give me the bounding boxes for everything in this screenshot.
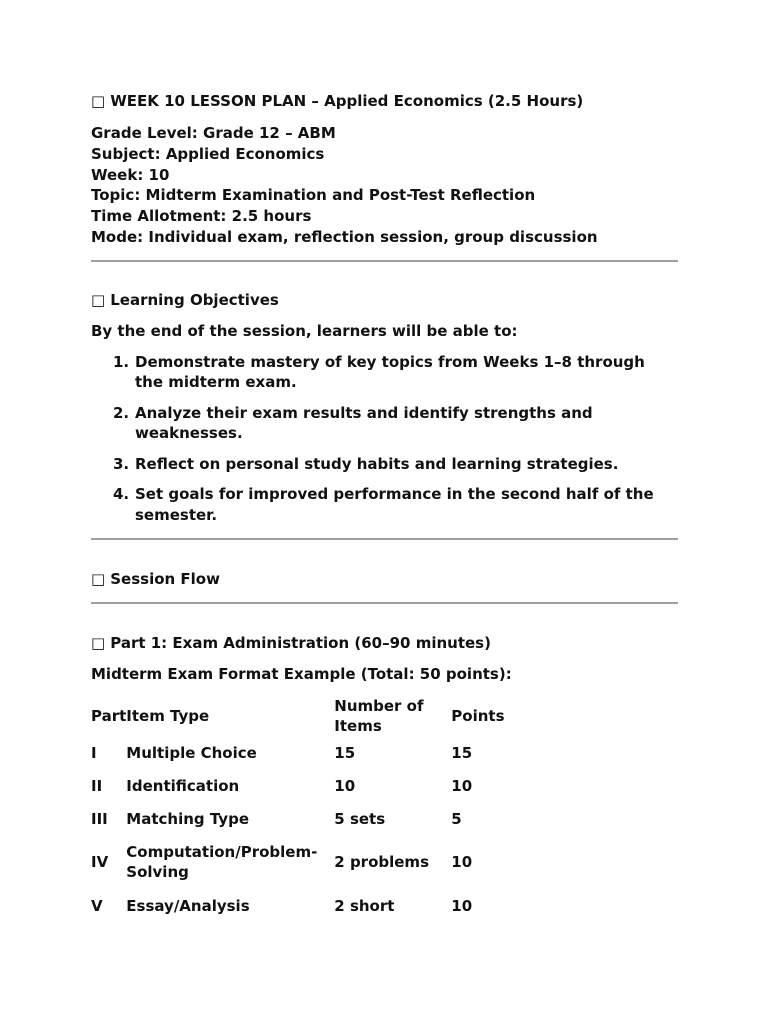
session-flow-heading — [91, 569, 678, 589]
objective-item — [91, 484, 678, 525]
objectives-icon: □ — [91, 290, 106, 309]
cell-item-type: Computation/Problem-Solving — [126, 843, 318, 882]
objective-number: 4. — [113, 485, 130, 504]
exam-format-table — [91, 696, 505, 922]
objective-text: Reflect on personal study habits and learning strategies. — [135, 454, 619, 473]
part1-heading — [91, 633, 678, 653]
cell-item-type: Matching Type — [126, 809, 249, 828]
cell-item-type: Multiple Choice — [126, 743, 257, 762]
objectives-heading-text: Learning Objectives — [110, 290, 279, 309]
cell-number-of-items: 5 sets — [334, 809, 386, 828]
title-icon: □ — [91, 92, 106, 110]
cell-item-type: Identification — [126, 776, 240, 795]
meta-topic: Topic: Midterm Examination and Post-Test Reflection — [91, 186, 536, 205]
meta-mode: Mode: Individual exam, reflection session, group discussion — [91, 227, 598, 246]
cell-part: V — [91, 896, 103, 915]
objective-number: 1. — [113, 352, 130, 371]
objective-item — [91, 403, 678, 444]
header-part: Part — [91, 707, 127, 726]
meta-week: Week: 10 — [91, 165, 170, 184]
part1-heading-text: Part 1: Exam Administration (60–90 minutes) — [110, 634, 491, 653]
cell-part: IV — [91, 853, 109, 872]
meta-subject: Subject: Applied Economics — [91, 144, 325, 163]
session-flow-icon: □ — [91, 570, 106, 589]
session-flow-heading-text: Session Flow — [110, 570, 220, 589]
table-header-row — [91, 696, 505, 736]
cell-number-of-items: 10 — [334, 776, 356, 795]
header-points: Points — [451, 707, 505, 726]
cell-part: I — [91, 743, 97, 762]
table-row — [91, 736, 505, 769]
meta-grade-level: Grade Level: Grade 12 – ABM — [91, 124, 336, 142]
cell-number-of-items: 2 problems — [334, 853, 429, 872]
objective-number: 3. — [113, 454, 130, 473]
lesson-plan-title — [91, 91, 678, 111]
objective-text: Analyze their exam results and identify strengths and weaknesses. — [135, 403, 593, 443]
cell-number-of-items: 2 short — [334, 896, 395, 915]
table-row — [91, 889, 505, 922]
table-row — [91, 769, 505, 802]
document-content — [91, 91, 678, 922]
cell-part: III — [91, 809, 108, 828]
divider — [91, 260, 678, 262]
objective-item — [91, 454, 678, 475]
objectives-heading — [91, 290, 678, 310]
cell-points: 10 — [451, 776, 473, 795]
part1-icon: □ — [91, 634, 106, 653]
cell-part: II — [91, 776, 103, 795]
objective-item — [91, 352, 678, 393]
cell-points: 10 — [451, 896, 473, 915]
objective-number: 2. — [113, 403, 130, 422]
header-number-of-items: Number of Items — [334, 697, 424, 736]
objectives-list — [91, 352, 678, 526]
cell-points: 15 — [451, 743, 473, 762]
objective-text: Set goals for improved performance in the second half of the semester. — [135, 485, 654, 524]
exam-format-label: Midterm Exam Format Example (Total: 50 points): — [91, 665, 512, 684]
objectives-intro: By the end of the session, learners will be able to: — [91, 321, 518, 340]
divider — [91, 538, 678, 540]
title-text: WEEK 10 LESSON PLAN – Applied Economics (2.5 Hours) — [110, 92, 584, 110]
lesson-meta — [91, 123, 678, 248]
cell-points: 5 — [451, 809, 462, 828]
header-item-type: Item Type — [126, 707, 210, 726]
objective-text: Demonstrate mastery of key topics from Weeks 1–8 through the midterm exam. — [135, 352, 645, 392]
cell-points: 10 — [451, 853, 473, 872]
divider — [91, 602, 678, 604]
cell-number-of-items: 15 — [334, 743, 356, 762]
table-row — [91, 835, 505, 889]
meta-time-allotment: Time Allotment: 2.5 hours — [91, 207, 312, 226]
table-row — [91, 802, 505, 835]
cell-item-type: Essay/Analysis — [126, 896, 250, 915]
